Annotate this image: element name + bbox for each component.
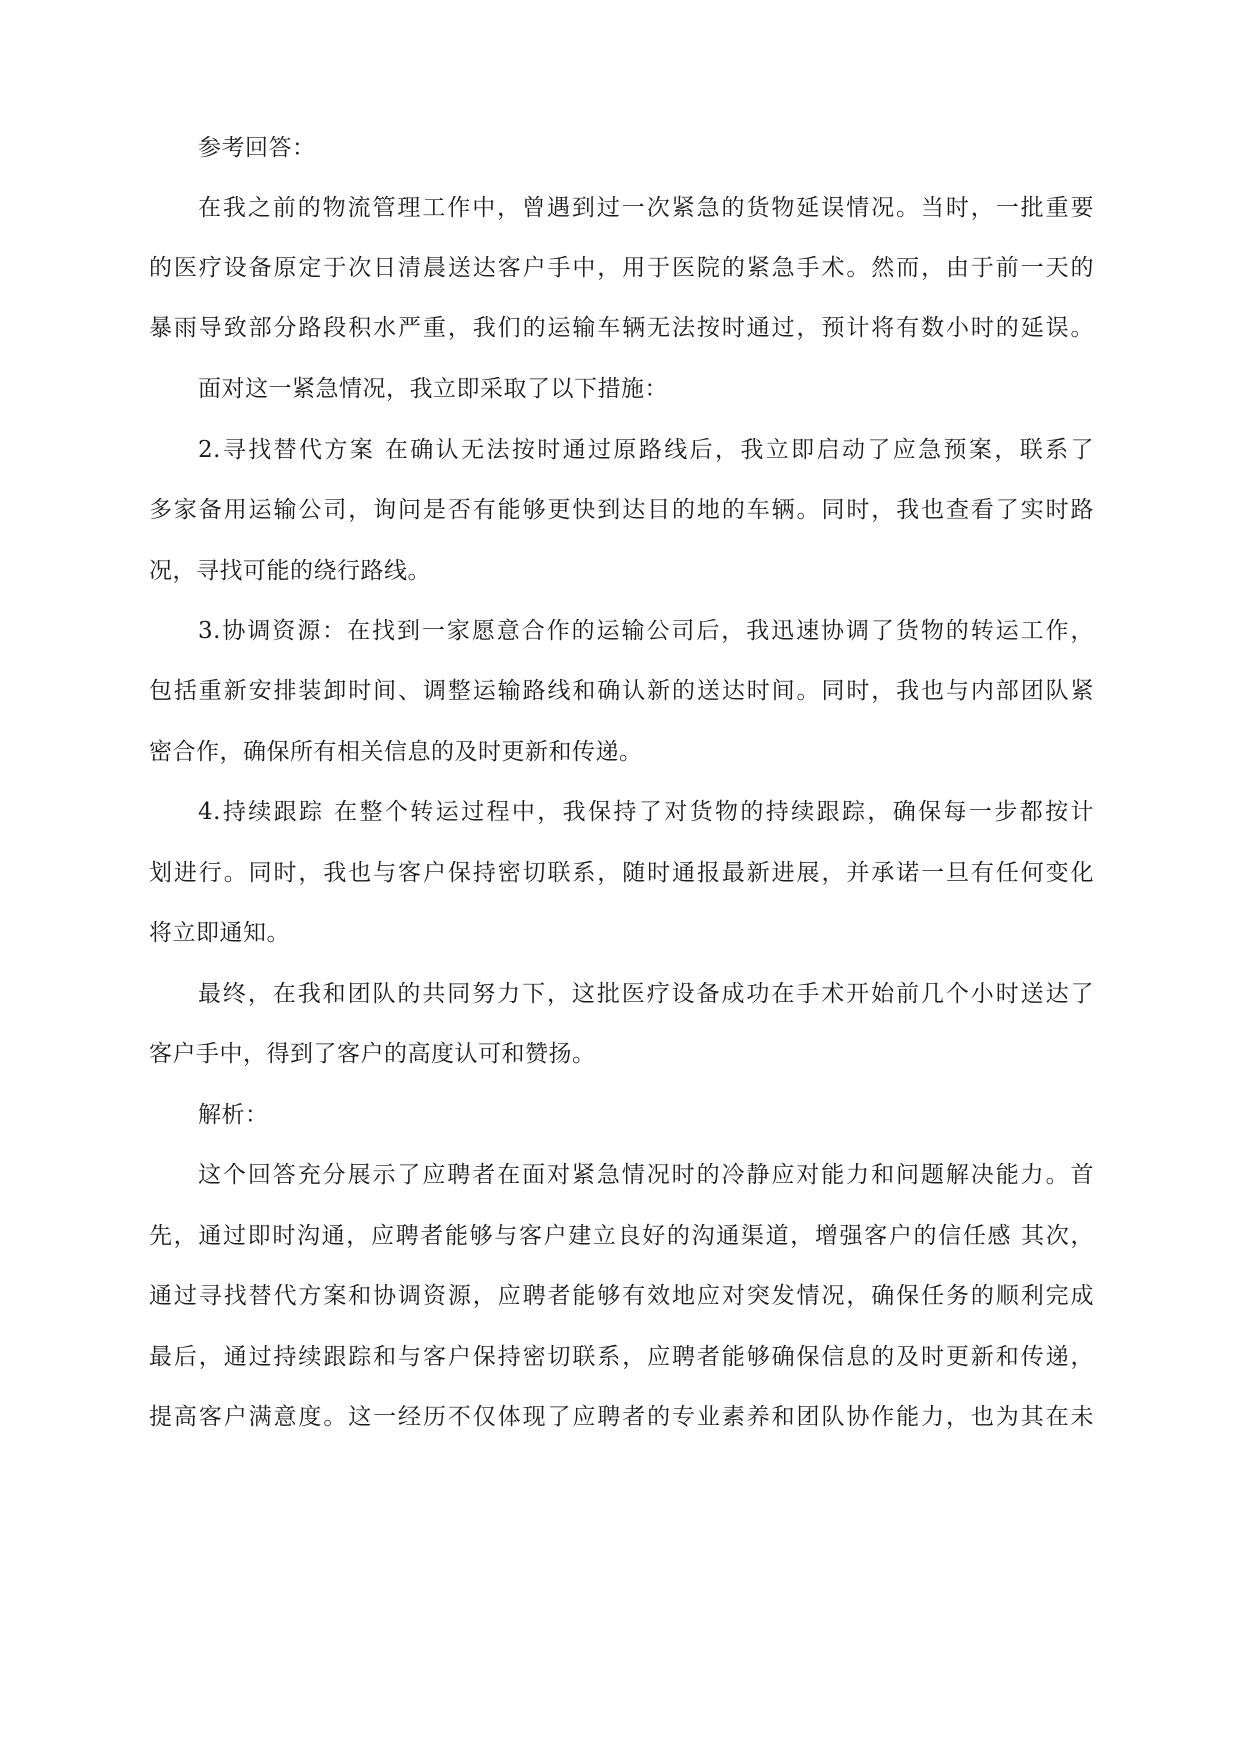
analysis-heading: 解析： (198, 1102, 269, 1128)
text-line: 况，寻找可能的绕行路线。 (149, 558, 431, 584)
text-line: 划进行。同时，我也与客户保持密切联系，随时通报最新进展，并承诺一旦有任何变化 (149, 860, 1094, 886)
text-line: 4.持续跟踪 在整个转运过程中，我保持了对货物的持续跟踪，确保每一步都按计 (198, 799, 1094, 825)
text-line: 的医疗设备原定于次日清晨送达客户手中，用于医院的紧急手术。然而，由于前一天的 (149, 255, 1094, 281)
text-line: 包括重新安排装卸时间、调整运输路线和确认新的送达时间。同时，我也与内部团队紧 (149, 678, 1094, 704)
text-line: 最终，在我和团队的共同努力下，这批医疗设备成功在手术开始前几个小时送达了 (198, 981, 1094, 1007)
text-line: 先，通过即时沟通，应聘者能够与客户建立良好的沟通渠道，增强客户的信任感 其次， (149, 1223, 1094, 1249)
answer-heading: 参考回答： (198, 135, 316, 161)
text-line: 2.寻找替代方案 在确认无法按时通过原路线后，我立即启动了应急预案，联系了 (198, 437, 1094, 463)
text-line: 最后，通过持续跟踪和与客户保持密切联系，应聘者能够确保信息的及时更新和传递， (149, 1344, 1094, 1370)
text-line: 面对这一紧急情况，我立即采取了以下措施： (198, 376, 668, 402)
text-line: 提高客户满意度。这一经历不仅体现了应聘者的专业素养和团队协作能力，也为其在未 (149, 1404, 1094, 1430)
text-line: 3.协调资源：在找到一家愿意合作的运输公司后，我迅速协调了货物的转运工作， (198, 618, 1094, 644)
text-line: 通过寻找替代方案和协调资源，应聘者能够有效地应对突发情况，确保任务的顺利完成 (149, 1283, 1094, 1309)
text-line: 将立即通知。 (149, 920, 290, 946)
text-line: 密合作，确保所有相关信息的及时更新和传递。 (149, 739, 643, 765)
text-line: 暴雨导致部分路段积水严重，我们的运输车辆无法按时通过，预计将有数小时的延误。 (149, 315, 1094, 341)
text-line: 这个回答充分展示了应聘者在面对紧急情况时的冷静应对能力和问题解决能力。首 (198, 1162, 1094, 1188)
text-line: 客户手中，得到了客户的高度认可和赞扬。 (149, 1041, 596, 1067)
text-line: 在我之前的物流管理工作中，曾遇到过一次紧急的货物延误情况。当时，一批重要 (198, 195, 1094, 221)
text-line: 多家备用运输公司，询问是否有能够更快到达目的地的车辆。同时，我也查看了实时路 (149, 497, 1094, 523)
